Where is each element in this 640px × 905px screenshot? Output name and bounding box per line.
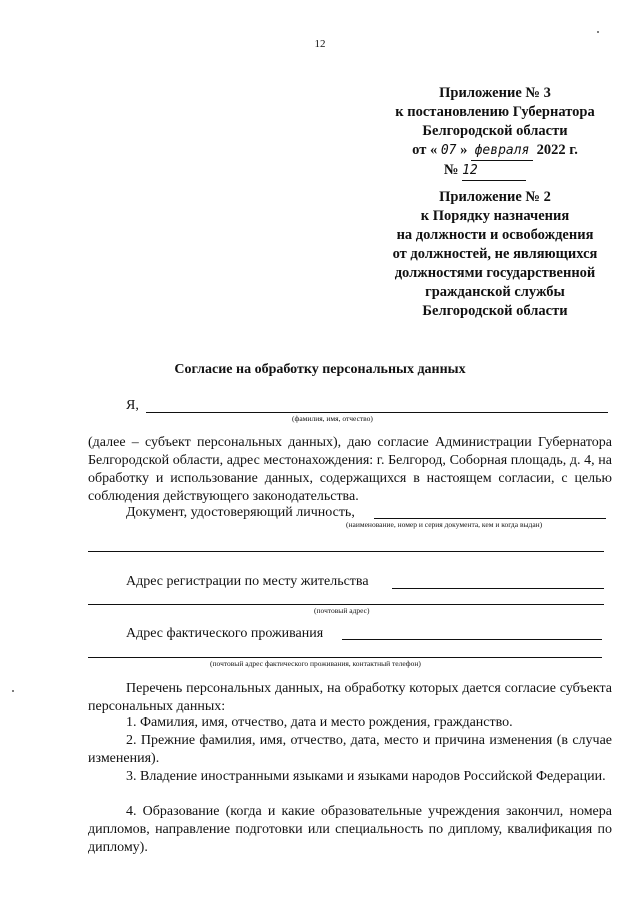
document-caption: (наименование, номер и серия документа, кем и когда выдан) [346,520,543,529]
registration-label: Адрес регистрации по месту жительства [126,574,369,589]
annex3-number [370,161,620,181]
annex2-line: Белгородской области [422,303,568,319]
actual-label: Адрес фактического проживания [126,626,324,641]
number-value: 12 [462,161,526,181]
date-year: 2022 г. [536,142,578,158]
ya-label: Я, [126,398,139,413]
list-item: 3. Владение иностранными языками и языками народов Российской Федерации. [126,769,606,784]
date-prefix: от « [412,142,438,158]
actual-field[interactable] [342,639,602,640]
annex3-title: Приложение № 3 [439,85,551,101]
annex3-line2: к постановлению Губернатора [395,104,595,120]
scan-speck [12,690,14,692]
date-mid: » [460,142,468,158]
list-item: 1. Фамилия, имя, отчество, дата и место рождения, гражданство. [126,715,513,730]
scan-speck [597,31,599,33]
list-item: 2. Прежние фамилия, имя, отчество, дата, место и причина изменения (в случае изменения). [88,733,612,766]
document-field[interactable] [374,518,606,519]
document-title: Согласие на обработку персональных данных [174,362,466,377]
date-day: 07 [440,143,457,158]
number-prefix: № [443,162,459,178]
annex2-line: гражданской службы [425,284,565,300]
postal-caption: (почтовый адрес) [314,606,370,615]
annex3-block [370,84,620,181]
registration-field[interactable] [392,588,604,589]
annex2-line: от должностей, не являющихся [392,246,598,262]
document-label: Документ, удостоверяющий личность, [126,505,355,520]
fio-field[interactable] [146,412,608,413]
registration-field-line2[interactable] [88,604,604,605]
annex3-date [370,141,620,161]
annex2-line: к Порядку назначения [420,208,570,224]
annex2-line: Приложение № 2 [439,189,551,205]
page-number: 12 [314,38,326,50]
annex3-line3: Белгородской области [422,123,568,139]
actual-field-line2[interactable] [88,657,602,658]
list-intro: Перечень персональных данных, на обработку которых дается согласие субъекта персональных данных: [88,681,612,714]
consent-text: (далее – субъект персональных данных), даю согласие Администрации Губернатора Белгородской области, адрес местонахождения: г. Белгород, Соборная площадь, д. 4, на обработку и использование данных, содержащихся в настоящем согласии, с целью соблюдения действующего законодательства. [88,435,612,504]
annex2-line: на должности и освобождения [396,227,594,243]
fio-caption: (фамилия, имя, отчество) [292,414,373,423]
actual-caption: (почтовый адрес фактического проживания, контактный телефон) [210,659,421,668]
annex2-line: должностями государственной [394,265,596,281]
document-field-line2[interactable] [88,551,604,552]
annex2-block [370,188,620,321]
date-month: февраля [471,141,533,161]
list-item: 4. Образование (когда и какие образовательные учреждения закончил, номера дипломов, направление подготовки или специальность по диплому, квалификация по диплому). [88,804,612,855]
